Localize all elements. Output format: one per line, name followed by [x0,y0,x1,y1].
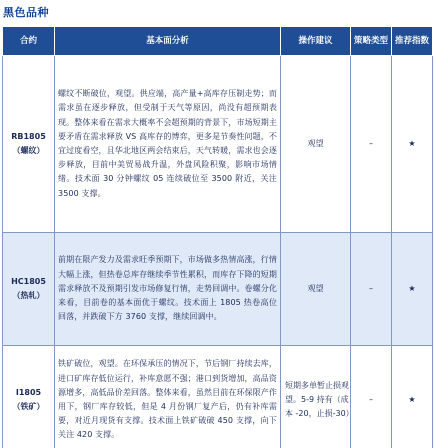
advice-cell: 短期多单暂止损观望。5-9 持有（成本 -20，止损-30） [281,346,351,448]
contract-cell [3,56,55,233]
rating-star-icon: ★ [392,233,433,346]
section-title: 黑色品种 [3,6,49,19]
header-analysis: 基本面分析 [55,27,281,56]
analysis-cell: 螺纹不断破位，观望。供应端，高产量+高库存压制走势；而需求虽在逐步释放，但受制于天气等原因，尚没有超预期表现。整体来看在需求大概率不会超预期的背景下，市场短期主要矛盾在需求释放 VS 高库存的博弈，更多是节奏性问题，不宜过度看空，且华北地区两会结束后，天气转暖，需求也会逐步释放，目前中美贸易战升温，外盘风险积聚，影响市场情绪。技术面 30 分钟螺纹 05 连续破位至 3500 附近，关注 3500 支撑。 [55,56,281,233]
advice-cell: 观望 [281,56,351,233]
table-row [3,346,433,448]
contract-code: HC1805 [11,276,46,286]
header-advice: 操作建议 [281,27,351,56]
contract-code: I1805 [15,387,42,397]
contract-cell [3,233,55,346]
contract-cell [3,346,55,448]
contract-name: （热轧） [12,291,45,300]
strategy-cell: – [351,233,392,346]
contract-code: RB1805 [11,131,46,141]
advice-cell: 观望 [281,233,351,346]
market-table [2,26,433,448]
table-header-row [3,27,433,56]
strategy-cell: – [351,346,392,448]
header-contract: 合约 [3,27,55,56]
analysis-cell: 前期在限产发力及需求旺季预期下，市场做多热情高涨，行情大幅上涨，但热卷总库存继续季节性累积，而库存下降的短期需求释放不及预期引发市场修复行情，走势回调中。卷螺分化来看，目前卷的基本面优于螺纹。技术面上 1805 热卷高位回落，并跌破下方 3760 支撑，继续回调中。 [55,233,281,346]
header-strategy: 策略类型 [351,27,392,56]
rating-star-icon: ★ [392,346,433,448]
rating-star-icon: ★ [392,56,433,233]
table-row [3,56,433,233]
contract-name: （铁矿） [12,402,45,411]
strategy-cell: – [351,56,392,233]
analysis-cell: 铁矿破位，观望。在环保承压的情况下，节后钢厂持续去库，进口矿库存低位运行，补库意愿不强；港口到货增加，高品资源增多，高低品价差回落。整体来看，虽然目前在环保限产作用下，钢厂库存较低，但是 4 月份钢厂复产后，仍有补库需要，对近月现货有支撑。技术面上铁矿破破 450 支撑，向下关注 420 支撑。 [55,346,281,448]
header-rating: 推荐指数 [392,27,433,56]
contract-name: （螺纹） [12,146,45,155]
table-row [3,233,433,346]
